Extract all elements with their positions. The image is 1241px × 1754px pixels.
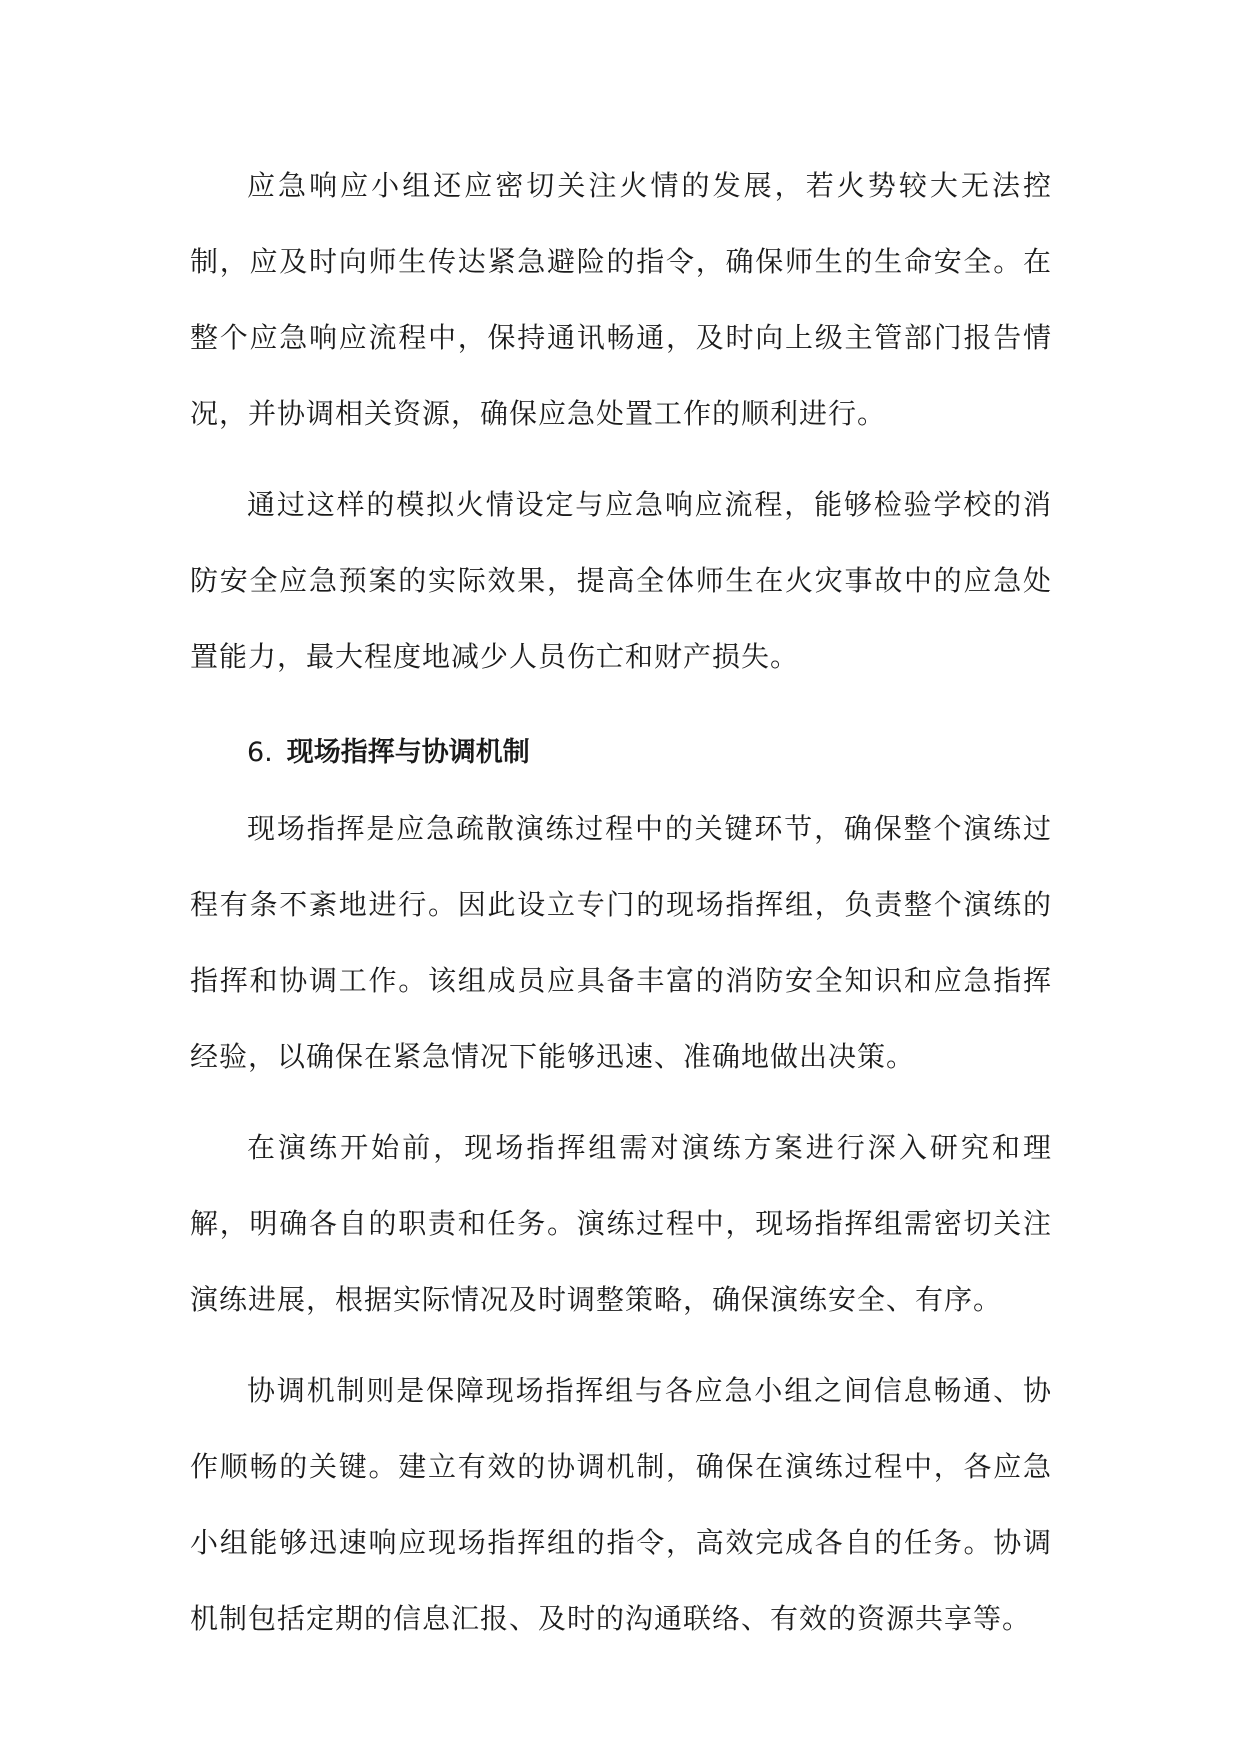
paragraph: 通过这样的模拟火情设定与应急响应流程，能够检验学校的消防安全应急预案的实际效果，提高全体师生在火灾事故中的应急处置能力，最大程度地减少人员伤亡和财产损失。 bbox=[190, 488, 1052, 673]
paragraph: 在演练开始前，现场指挥组需对演练方案进行深入研究和理解，明确各自的职责和任务。演练过程中，现场指挥组需密切关注演练进展，根据实际情况及时调整策略，确保演练安全、有序。 bbox=[190, 1131, 1052, 1316]
section-heading bbox=[190, 715, 1052, 791]
paragraph: 应急响应小组还应密切关注火情的发展，若火势较大无法控制，应及时向师生传达紧急避险的指令，确保师生的生命安全。在整个应急响应流程中，保持通讯畅通，及时向上级主管部门报告情况，并协调相关资源，确保应急处置工作的顺利进行。 bbox=[190, 169, 1052, 430]
paragraph: 协调机制则是保障现场指挥组与各应急小组之间信息畅通、协作顺畅的关键。建立有效的协调机制，确保在演练过程中，各应急小组能够迅速响应现场指挥组的指令，高效完成各自的任务。协调机制包括定期的信息汇报、及时的沟通联络、有效的资源共享等。 bbox=[190, 1374, 1052, 1635]
document-body bbox=[190, 148, 1052, 1672]
section-title: 现场指挥与协调机制 bbox=[286, 737, 530, 768]
paragraph: 现场指挥是应急疏散演练过程中的关键环节，确保整个演练过程有条不紊地进行。因此设立专门的现场指挥组，负责整个演练的指挥和协调工作。该组成员应具备丰富的消防安全知识和应急指挥经验，以确保在紧急情况下能够迅速、准确地做出决策。 bbox=[190, 812, 1052, 1073]
section-number: 6. bbox=[247, 737, 273, 768]
